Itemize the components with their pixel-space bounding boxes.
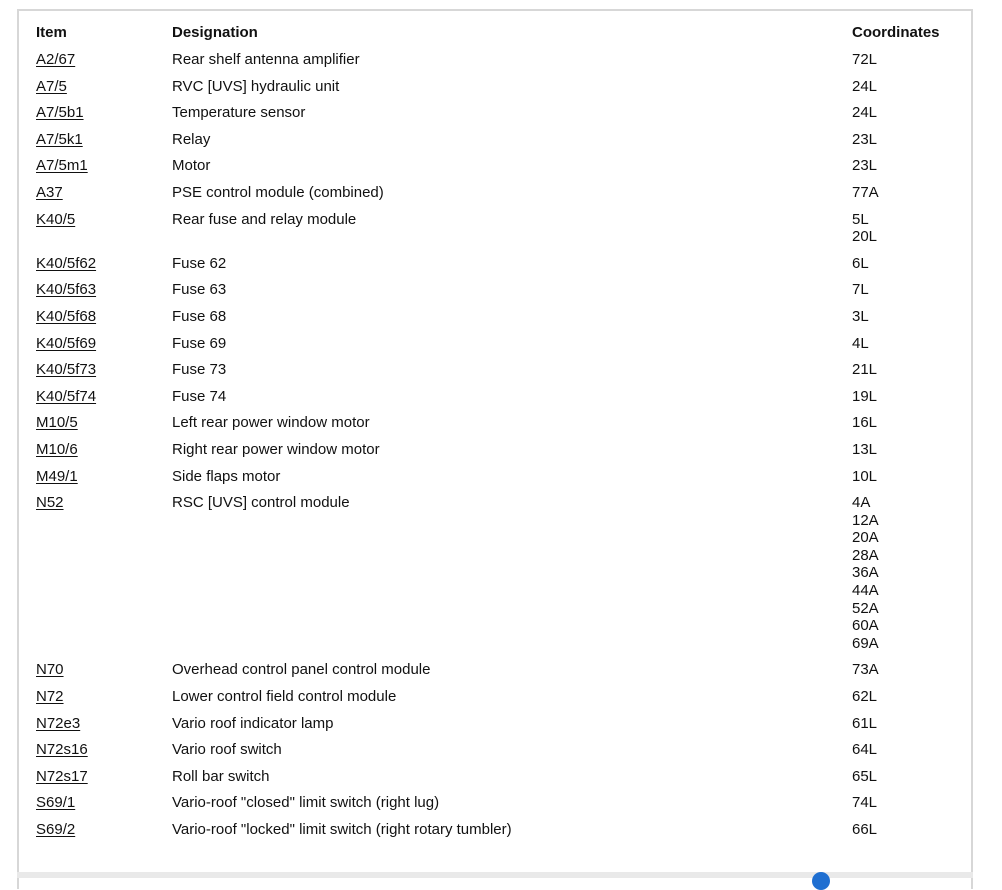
item-link[interactable]: N72 bbox=[36, 688, 64, 706]
coordinates-cell bbox=[852, 184, 962, 211]
coordinate-value: 23L bbox=[852, 130, 878, 148]
table-row bbox=[36, 51, 962, 78]
table-row bbox=[36, 255, 962, 282]
table-row bbox=[36, 494, 962, 661]
item-cell bbox=[36, 715, 172, 742]
item-cell bbox=[36, 51, 172, 78]
table-row bbox=[36, 821, 962, 848]
coordinate-value: 28A bbox=[852, 546, 879, 564]
designation-cell: RVC [UVS] hydraulic unit bbox=[172, 77, 340, 95]
coordinate-value: 65L bbox=[852, 767, 878, 785]
bottom-scrollbar-track[interactable] bbox=[17, 872, 973, 878]
coordinates-cell bbox=[852, 794, 962, 821]
item-cell bbox=[36, 104, 172, 131]
item-link[interactable]: K40/5f73 bbox=[36, 361, 97, 379]
coordinate-value: 20A bbox=[852, 529, 879, 547]
coordinate-value: 36A bbox=[852, 564, 879, 582]
item-link[interactable]: K40/5f62 bbox=[36, 254, 97, 272]
item-link[interactable]: A7/5m1 bbox=[36, 157, 88, 175]
table-row bbox=[36, 104, 962, 131]
table-row bbox=[36, 414, 962, 441]
item-cell bbox=[36, 308, 172, 335]
item-cell bbox=[36, 281, 172, 308]
coordinates-cell bbox=[852, 361, 962, 388]
coordinates-cell bbox=[852, 494, 962, 661]
designation-cell: Overhead control panel control module bbox=[172, 661, 431, 679]
item-link[interactable]: N52 bbox=[36, 494, 64, 512]
coordinates-cell bbox=[852, 468, 962, 495]
designation-cell: Side flaps motor bbox=[172, 467, 281, 485]
coordinates-cell bbox=[852, 104, 962, 131]
coordinates-cell bbox=[852, 741, 962, 768]
designation-cell: Fuse 63 bbox=[172, 281, 227, 299]
designation-cell: Fuse 73 bbox=[172, 361, 227, 379]
coordinate-value: 44A bbox=[852, 582, 879, 600]
item-link[interactable]: A7/5k1 bbox=[36, 130, 83, 148]
table-row bbox=[36, 661, 962, 688]
coordinates-cell bbox=[852, 441, 962, 468]
item-cell bbox=[36, 361, 172, 388]
designation-cell: Relay bbox=[172, 130, 211, 148]
table-row bbox=[36, 688, 962, 715]
table-row bbox=[36, 184, 962, 211]
coordinates-cell bbox=[852, 688, 962, 715]
designation-cell: Fuse 74 bbox=[172, 387, 227, 405]
item-link[interactable]: K40/5 bbox=[36, 210, 76, 228]
table-row bbox=[36, 335, 962, 362]
coordinate-value: 61L bbox=[852, 714, 878, 732]
component-table bbox=[36, 24, 962, 848]
coordinate-value: 66L bbox=[852, 821, 878, 838]
coordinates-cell bbox=[852, 78, 962, 105]
coordinates-cell bbox=[852, 157, 962, 184]
item-cell bbox=[36, 157, 172, 184]
table-body bbox=[36, 51, 962, 848]
table-row bbox=[36, 281, 962, 308]
coordinate-value: 74L bbox=[852, 794, 878, 812]
coordinates-cell bbox=[852, 661, 962, 688]
header-coordinates: Coordinates bbox=[852, 24, 940, 41]
item-cell bbox=[36, 494, 172, 661]
coordinate-value: 23L bbox=[852, 157, 878, 175]
designation-cell: Right rear power window motor bbox=[172, 440, 380, 458]
item-cell bbox=[36, 184, 172, 211]
coordinate-value: 5L bbox=[852, 210, 869, 228]
item-link[interactable]: K40/5f63 bbox=[36, 281, 97, 299]
designation-cell: Vario-roof "locked" limit switch (right rotary tumbler) bbox=[172, 821, 512, 838]
table-row bbox=[36, 441, 962, 468]
designation-cell: Vario roof switch bbox=[172, 741, 282, 759]
coordinate-value: 24L bbox=[852, 77, 878, 95]
coordinate-value: 4A bbox=[852, 494, 871, 512]
item-link[interactable]: K40/5f68 bbox=[36, 307, 97, 325]
item-cell bbox=[36, 468, 172, 495]
coordinates-cell bbox=[852, 308, 962, 335]
table-row bbox=[36, 468, 962, 495]
table-row bbox=[36, 157, 962, 184]
item-cell bbox=[36, 821, 172, 848]
coordinates-cell bbox=[852, 768, 962, 795]
coordinate-value: 64L bbox=[852, 741, 878, 759]
coordinate-value: 77A bbox=[852, 183, 879, 201]
table-row bbox=[36, 741, 962, 768]
coordinates-cell bbox=[852, 131, 962, 158]
item-cell bbox=[36, 131, 172, 158]
item-cell bbox=[36, 794, 172, 821]
table-row bbox=[36, 794, 962, 821]
coordinates-cell bbox=[852, 281, 962, 308]
header-item: Item bbox=[36, 24, 67, 41]
item-link[interactable]: N72s17 bbox=[36, 767, 88, 785]
coordinate-value: 13L bbox=[852, 440, 878, 458]
designation-cell: Motor bbox=[172, 157, 211, 175]
table-row bbox=[36, 388, 962, 415]
table-row bbox=[36, 211, 962, 255]
coordinate-value: 24L bbox=[852, 104, 878, 122]
item-link[interactable]: M10/5 bbox=[36, 414, 78, 432]
item-link[interactable]: M49/1 bbox=[36, 467, 78, 485]
item-cell bbox=[36, 661, 172, 688]
designation-cell: Fuse 62 bbox=[172, 254, 227, 272]
designation-cell: Fuse 68 bbox=[172, 307, 227, 325]
scroll-indicator-icon[interactable] bbox=[812, 872, 830, 890]
coordinate-value: 52A bbox=[852, 599, 879, 617]
coordinates-cell bbox=[852, 715, 962, 742]
coordinates-cell bbox=[852, 255, 962, 282]
item-link[interactable]: A2/67 bbox=[36, 51, 76, 68]
coordinate-value: 21L bbox=[852, 361, 878, 379]
item-cell bbox=[36, 414, 172, 441]
item-link[interactable]: M10/6 bbox=[36, 440, 78, 458]
item-cell bbox=[36, 388, 172, 415]
item-link[interactable]: N72s16 bbox=[36, 741, 88, 759]
designation-cell: PSE control module (combined) bbox=[172, 183, 384, 201]
coordinate-value: 10L bbox=[852, 467, 878, 485]
coordinate-value: 60A bbox=[852, 617, 879, 635]
coordinate-value: 16L bbox=[852, 414, 878, 432]
item-link[interactable]: K40/5f69 bbox=[36, 334, 97, 352]
item-link[interactable]: A7/5 bbox=[36, 77, 67, 95]
coordinate-value: 12A bbox=[852, 511, 879, 529]
coordinate-value: 19L bbox=[852, 387, 878, 405]
coordinate-value: 3L bbox=[852, 307, 869, 325]
table-row bbox=[36, 715, 962, 742]
coordinate-value: 72L bbox=[852, 51, 878, 68]
item-link[interactable]: N70 bbox=[36, 661, 64, 679]
designation-cell: Left rear power window motor bbox=[172, 414, 370, 432]
designation-cell: Vario-roof "closed" limit switch (right lug) bbox=[172, 794, 440, 812]
item-cell bbox=[36, 441, 172, 468]
header-designation: Designation bbox=[172, 24, 258, 41]
designation-cell: Temperature sensor bbox=[172, 104, 306, 122]
designation-cell: Roll bar switch bbox=[172, 767, 270, 785]
coordinate-value: 62L bbox=[852, 688, 878, 706]
designation-cell: Lower control field control module bbox=[172, 688, 397, 706]
item-link[interactable]: N72e3 bbox=[36, 714, 81, 732]
designation-cell: Vario roof indicator lamp bbox=[172, 714, 334, 732]
item-cell bbox=[36, 211, 172, 255]
coordinate-value: 20L bbox=[852, 228, 878, 246]
item-link[interactable]: S69/2 bbox=[36, 821, 76, 838]
designation-cell: Rear fuse and relay module bbox=[172, 210, 357, 228]
item-link[interactable]: A37 bbox=[36, 183, 63, 201]
coordinate-value: 73A bbox=[852, 661, 879, 679]
item-cell bbox=[36, 255, 172, 282]
designation-cell: Rear shelf antenna amplifier bbox=[172, 51, 360, 68]
item-link[interactable]: S69/1 bbox=[36, 794, 76, 812]
item-cell bbox=[36, 741, 172, 768]
item-link[interactable]: K40/5f74 bbox=[36, 387, 97, 405]
coordinate-value: 6L bbox=[852, 254, 869, 272]
item-link[interactable]: A7/5b1 bbox=[36, 104, 84, 122]
table-row bbox=[36, 768, 962, 795]
coordinates-cell bbox=[852, 388, 962, 415]
table-row bbox=[36, 308, 962, 335]
item-cell bbox=[36, 78, 172, 105]
coordinates-cell bbox=[852, 414, 962, 441]
table-row bbox=[36, 131, 962, 158]
coordinate-value: 4L bbox=[852, 334, 869, 352]
table-header-row bbox=[36, 24, 962, 51]
coordinate-value: 69A bbox=[852, 634, 879, 652]
designation-cell: Fuse 69 bbox=[172, 334, 227, 352]
coordinates-cell bbox=[852, 211, 962, 255]
item-cell bbox=[36, 768, 172, 795]
table-row bbox=[36, 78, 962, 105]
coordinates-cell bbox=[852, 335, 962, 362]
item-cell bbox=[36, 688, 172, 715]
table-row bbox=[36, 361, 962, 388]
coordinates-cell bbox=[852, 51, 962, 78]
coordinates-cell bbox=[852, 821, 962, 848]
designation-cell: RSC [UVS] control module bbox=[172, 494, 350, 512]
coordinate-value: 7L bbox=[852, 281, 869, 299]
item-cell bbox=[36, 335, 172, 362]
